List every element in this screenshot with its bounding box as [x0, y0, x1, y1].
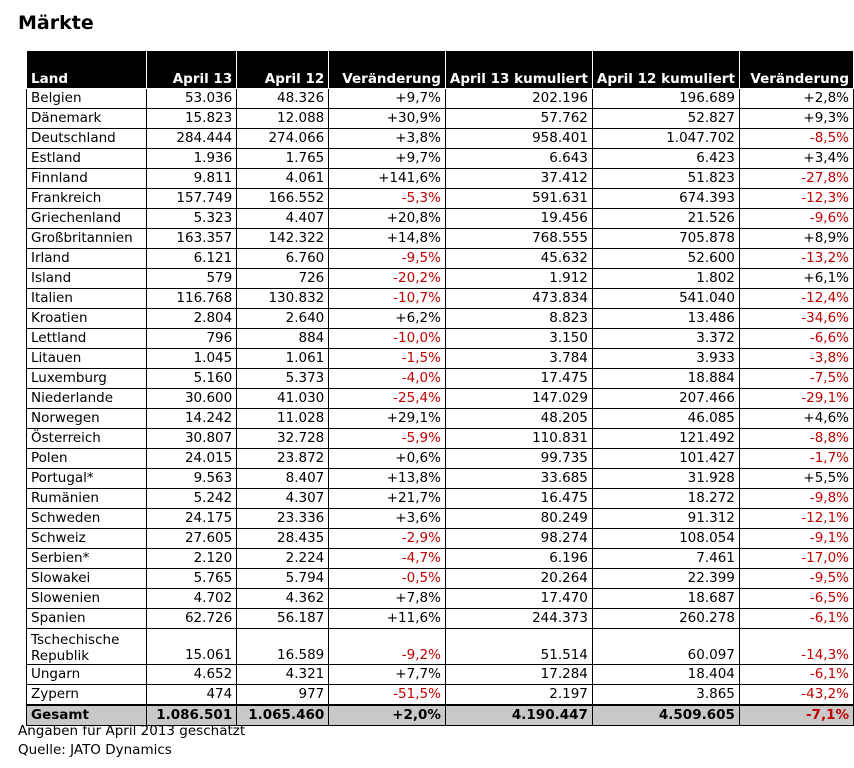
- cell-country: Slowenien: [27, 589, 147, 609]
- cell-april13-cumulative: 17.470: [445, 589, 592, 609]
- cell-april12-cumulative: 52.827: [592, 109, 739, 129]
- cell-country: Portugal*: [27, 469, 147, 489]
- cell-april12-cumulative: 108.054: [592, 529, 739, 549]
- table-row: [27, 89, 854, 109]
- cell-april12: 1.061: [237, 349, 329, 369]
- cell-april13-cumulative: 3.150: [445, 329, 592, 349]
- cell-change-cumulative: -12,3%: [739, 189, 853, 209]
- cell-april13: 24.175: [146, 509, 237, 529]
- cell-country: Rumänien: [27, 489, 147, 509]
- cell-country: Norwegen: [27, 409, 147, 429]
- cell-change-cumulative: -6,1%: [739, 609, 853, 629]
- cell-april13: 2.804: [146, 309, 237, 329]
- cell-april13: 2.120: [146, 549, 237, 569]
- cell-april13-cumulative: 80.249: [445, 509, 592, 529]
- cell-april13-cumulative: 244.373: [445, 609, 592, 629]
- cell-change: +9,7%: [329, 149, 446, 169]
- cell-april12: 1.065.460: [237, 705, 329, 726]
- table-row: [27, 589, 854, 609]
- cell-april13: 14.242: [146, 409, 237, 429]
- cell-change-cumulative: -6,1%: [739, 665, 853, 685]
- table-row: [27, 329, 854, 349]
- cell-april12-cumulative: 60.097: [592, 629, 739, 665]
- cell-april12: 11.028: [237, 409, 329, 429]
- cell-april12-cumulative: 22.399: [592, 569, 739, 589]
- cell-change-cumulative: -12,4%: [739, 289, 853, 309]
- cell-april13: 5.323: [146, 209, 237, 229]
- cell-country: Kroatien: [27, 309, 147, 329]
- cell-april13-cumulative: 98.274: [445, 529, 592, 549]
- cell-change: +20,8%: [329, 209, 446, 229]
- cell-april12: 16.589: [237, 629, 329, 665]
- cell-april12-cumulative: 18.272: [592, 489, 739, 509]
- cell-country: Slowakei: [27, 569, 147, 589]
- cell-april13-cumulative: 6.643: [445, 149, 592, 169]
- cell-country: Litauen: [27, 349, 147, 369]
- cell-april12: 41.030: [237, 389, 329, 409]
- cell-april12: 32.728: [237, 429, 329, 449]
- cell-april13-cumulative: 20.264: [445, 569, 592, 589]
- cell-change: +7,8%: [329, 589, 446, 609]
- cell-april12-cumulative: 4.509.605: [592, 705, 739, 726]
- cell-country: Irland: [27, 249, 147, 269]
- cell-country: Serbien*: [27, 549, 147, 569]
- cell-april12: 2.640: [237, 309, 329, 329]
- cell-country: Schweden: [27, 509, 147, 529]
- cell-april13: 15.061: [146, 629, 237, 665]
- cell-change: -2,9%: [329, 529, 446, 549]
- table-row: [27, 369, 854, 389]
- cell-country: Lettland: [27, 329, 147, 349]
- cell-april13-cumulative: 99.735: [445, 449, 592, 469]
- cell-april13-cumulative: 19.456: [445, 209, 592, 229]
- cell-april12-cumulative: 705.878: [592, 229, 739, 249]
- cell-april13-cumulative: 110.831: [445, 429, 592, 449]
- cell-april13: 284.444: [146, 129, 237, 149]
- cell-april12-cumulative: 13.486: [592, 309, 739, 329]
- cell-country: Niederlande: [27, 389, 147, 409]
- cell-country: Belgien: [27, 89, 147, 109]
- cell-april12-cumulative: 121.492: [592, 429, 739, 449]
- cell-april12: 48.326: [237, 89, 329, 109]
- cell-change: +2,0%: [329, 705, 446, 726]
- cell-april12: 12.088: [237, 109, 329, 129]
- cell-april12-cumulative: 18.687: [592, 589, 739, 609]
- cell-april13-cumulative: 3.784: [445, 349, 592, 369]
- cell-change-cumulative: +8,9%: [739, 229, 853, 249]
- cell-change-cumulative: -7,1%: [739, 705, 853, 726]
- cell-change: -1,5%: [329, 349, 446, 369]
- cell-change-cumulative: -17,0%: [739, 549, 853, 569]
- cell-april12-cumulative: 46.085: [592, 409, 739, 429]
- cell-change: -51,5%: [329, 685, 446, 706]
- cell-april13: 5.765: [146, 569, 237, 589]
- cell-april13: 579: [146, 269, 237, 289]
- cell-change-cumulative: +3,4%: [739, 149, 853, 169]
- cell-change: +13,8%: [329, 469, 446, 489]
- cell-country: Polen: [27, 449, 147, 469]
- cell-change-cumulative: -6,5%: [739, 589, 853, 609]
- cell-april12-cumulative: 1.047.702: [592, 129, 739, 149]
- cell-april12: 5.794: [237, 569, 329, 589]
- cell-april12: 5.373: [237, 369, 329, 389]
- footnote-estimate: Angaben für April 2013 geschätzt: [18, 723, 246, 739]
- cell-country: Deutschland: [27, 129, 147, 149]
- cell-change-cumulative: +4,6%: [739, 409, 853, 429]
- cell-april12: 4.307: [237, 489, 329, 509]
- page-title: Märkte: [18, 12, 94, 34]
- cell-change: -4,0%: [329, 369, 446, 389]
- cell-change-cumulative: -6,6%: [739, 329, 853, 349]
- cell-april13-cumulative: 2.197: [445, 685, 592, 706]
- cell-change-cumulative: -7,5%: [739, 369, 853, 389]
- cell-april12: 166.552: [237, 189, 329, 209]
- cell-change-cumulative: -8,8%: [739, 429, 853, 449]
- cell-april12: 28.435: [237, 529, 329, 549]
- cell-april13: 27.605: [146, 529, 237, 549]
- cell-april12: 977: [237, 685, 329, 706]
- cell-april12-cumulative: 196.689: [592, 89, 739, 109]
- cell-change-cumulative: -34,6%: [739, 309, 853, 329]
- header-april13-cumulative: April 13 kumuliert: [445, 51, 592, 89]
- cell-country: Zypern: [27, 685, 147, 706]
- cell-change: -20,2%: [329, 269, 446, 289]
- cell-april12-cumulative: 18.404: [592, 665, 739, 685]
- cell-country: Ungarn: [27, 665, 147, 685]
- footnotes: [18, 722, 245, 760]
- cell-april12: 8.407: [237, 469, 329, 489]
- cell-change-cumulative: -9,1%: [739, 529, 853, 549]
- cell-april13-cumulative: 768.555: [445, 229, 592, 249]
- cell-april13: 24.015: [146, 449, 237, 469]
- cell-april13: 9.811: [146, 169, 237, 189]
- table-row: [27, 309, 854, 329]
- cell-change: -9,5%: [329, 249, 446, 269]
- cell-april13: 796: [146, 329, 237, 349]
- cell-change: -5,9%: [329, 429, 446, 449]
- cell-april13-cumulative: 16.475: [445, 489, 592, 509]
- cell-april12-cumulative: 6.423: [592, 149, 739, 169]
- cell-april12: 6.760: [237, 249, 329, 269]
- cell-change-cumulative: -9,8%: [739, 489, 853, 509]
- cell-country: Griechenland: [27, 209, 147, 229]
- cell-change: -5,3%: [329, 189, 446, 209]
- cell-april13-cumulative: 591.631: [445, 189, 592, 209]
- cell-april13-cumulative: 6.196: [445, 549, 592, 569]
- table-row: [27, 665, 854, 685]
- cell-change: +9,7%: [329, 89, 446, 109]
- cell-april12: 1.765: [237, 149, 329, 169]
- cell-change: +21,7%: [329, 489, 446, 509]
- cell-change-cumulative: -3,8%: [739, 349, 853, 369]
- cell-april13: 9.563: [146, 469, 237, 489]
- cell-change-cumulative: -43,2%: [739, 685, 853, 706]
- table-row: [27, 129, 854, 149]
- cell-april13-cumulative: 147.029: [445, 389, 592, 409]
- cell-april12-cumulative: 1.802: [592, 269, 739, 289]
- header-change: Veränderung: [329, 51, 446, 89]
- table-row: [27, 149, 854, 169]
- table-row: [27, 189, 854, 209]
- cell-change: +7,7%: [329, 665, 446, 685]
- cell-april13-cumulative: 48.205: [445, 409, 592, 429]
- cell-april12: 23.336: [237, 509, 329, 529]
- cell-change-cumulative: -29,1%: [739, 389, 853, 409]
- cell-april13: 15.823: [146, 109, 237, 129]
- cell-april12: 130.832: [237, 289, 329, 309]
- cell-april12: 4.407: [237, 209, 329, 229]
- cell-country: Island: [27, 269, 147, 289]
- table-row: [27, 469, 854, 489]
- table-body: [27, 89, 854, 726]
- cell-change: -9,2%: [329, 629, 446, 665]
- footnote-source: Quelle: JATO Dynamics: [18, 742, 172, 758]
- cell-april12-cumulative: 3.372: [592, 329, 739, 349]
- cell-april13: 116.768: [146, 289, 237, 309]
- cell-change: -10,7%: [329, 289, 446, 309]
- cell-change-cumulative: -27,8%: [739, 169, 853, 189]
- table-row: [27, 209, 854, 229]
- cell-april12-cumulative: 3.933: [592, 349, 739, 369]
- table-row: [27, 269, 854, 289]
- cell-change-cumulative: +9,3%: [739, 109, 853, 129]
- table-row: [27, 549, 854, 569]
- table-row: [27, 449, 854, 469]
- cell-april13-cumulative: 1.912: [445, 269, 592, 289]
- cell-april13: 5.160: [146, 369, 237, 389]
- cell-april13: 163.357: [146, 229, 237, 249]
- cell-april12-cumulative: 51.823: [592, 169, 739, 189]
- cell-april13: 6.121: [146, 249, 237, 269]
- table-row: [27, 569, 854, 589]
- table-row: [27, 409, 854, 429]
- cell-change: +141,6%: [329, 169, 446, 189]
- cell-change-cumulative: +2,8%: [739, 89, 853, 109]
- cell-change-cumulative: -14,3%: [739, 629, 853, 665]
- cell-april12-cumulative: 260.278: [592, 609, 739, 629]
- cell-change: +6,2%: [329, 309, 446, 329]
- cell-april12-cumulative: 21.526: [592, 209, 739, 229]
- cell-april12: 274.066: [237, 129, 329, 149]
- cell-april13-cumulative: 8.823: [445, 309, 592, 329]
- cell-april13-cumulative: 51.514: [445, 629, 592, 665]
- table-row: [27, 509, 854, 529]
- cell-country: Gesamt: [27, 705, 147, 726]
- cell-change: -4,7%: [329, 549, 446, 569]
- cell-april13-cumulative: 17.475: [445, 369, 592, 389]
- cell-change: +3,6%: [329, 509, 446, 529]
- cell-april13: 1.936: [146, 149, 237, 169]
- table-header: [27, 51, 854, 89]
- cell-april13: 1.045: [146, 349, 237, 369]
- cell-country: Großbritannien: [27, 229, 147, 249]
- cell-april12: 4.362: [237, 589, 329, 609]
- cell-country: Tschechische Republik: [27, 629, 147, 665]
- table-row: [27, 529, 854, 549]
- cell-change: -0,5%: [329, 569, 446, 589]
- table-row: [27, 289, 854, 309]
- table-row: [27, 249, 854, 269]
- table-row: [27, 629, 854, 665]
- cell-country: Dänemark: [27, 109, 147, 129]
- cell-change-cumulative: +6,1%: [739, 269, 853, 289]
- cell-change: +3,8%: [329, 129, 446, 149]
- cell-april12: 4.061: [237, 169, 329, 189]
- cell-april13-cumulative: 202.196: [445, 89, 592, 109]
- cell-change-cumulative: -9,5%: [739, 569, 853, 589]
- cell-country: Österreich: [27, 429, 147, 449]
- table-row: [27, 609, 854, 629]
- cell-april12-cumulative: 52.600: [592, 249, 739, 269]
- cell-country: Spanien: [27, 609, 147, 629]
- cell-country: Finnland: [27, 169, 147, 189]
- header-april12-cumulative: April 12 kumuliert: [592, 51, 739, 89]
- cell-april13-cumulative: 17.284: [445, 665, 592, 685]
- cell-country: Schweiz: [27, 529, 147, 549]
- cell-april13: 4.702: [146, 589, 237, 609]
- cell-april13: 5.242: [146, 489, 237, 509]
- cell-change-cumulative: -9,6%: [739, 209, 853, 229]
- header-april13: April 13: [146, 51, 237, 89]
- cell-country: Estland: [27, 149, 147, 169]
- cell-april12-cumulative: 101.427: [592, 449, 739, 469]
- cell-april13: 62.726: [146, 609, 237, 629]
- table-row: [27, 109, 854, 129]
- cell-change-cumulative: -12,1%: [739, 509, 853, 529]
- cell-april13: 30.807: [146, 429, 237, 449]
- cell-april12-cumulative: 18.884: [592, 369, 739, 389]
- cell-april13: 157.749: [146, 189, 237, 209]
- cell-change-cumulative: -1,7%: [739, 449, 853, 469]
- cell-april13-cumulative: 33.685: [445, 469, 592, 489]
- table-row: [27, 389, 854, 409]
- cell-april12-cumulative: 207.466: [592, 389, 739, 409]
- cell-april13: 1.086.501: [146, 705, 237, 726]
- cell-change: +14,8%: [329, 229, 446, 249]
- cell-april12: 884: [237, 329, 329, 349]
- cell-april12: 56.187: [237, 609, 329, 629]
- cell-april13-cumulative: 57.762: [445, 109, 592, 129]
- header-change-cumulative: Veränderung: [739, 51, 853, 89]
- table-row: [27, 489, 854, 509]
- cell-april12-cumulative: 7.461: [592, 549, 739, 569]
- table-row: [27, 429, 854, 449]
- cell-april13-cumulative: 45.632: [445, 249, 592, 269]
- cell-country: Luxemburg: [27, 369, 147, 389]
- cell-april12: 142.322: [237, 229, 329, 249]
- cell-april13: 474: [146, 685, 237, 706]
- table-row: [27, 229, 854, 249]
- cell-change: +0,6%: [329, 449, 446, 469]
- cell-country: Italien: [27, 289, 147, 309]
- cell-april13: 53.036: [146, 89, 237, 109]
- cell-change: +29,1%: [329, 409, 446, 429]
- cell-april13: 4.652: [146, 665, 237, 685]
- cell-april12-cumulative: 91.312: [592, 509, 739, 529]
- cell-april13-cumulative: 958.401: [445, 129, 592, 149]
- cell-change-cumulative: -13,2%: [739, 249, 853, 269]
- markets-table: [26, 50, 854, 726]
- cell-change: -25,4%: [329, 389, 446, 409]
- cell-change-cumulative: +5,5%: [739, 469, 853, 489]
- cell-change: -10,0%: [329, 329, 446, 349]
- cell-april13-cumulative: 473.834: [445, 289, 592, 309]
- cell-change: +30,9%: [329, 109, 446, 129]
- table-row: [27, 169, 854, 189]
- header-row: [27, 51, 854, 89]
- cell-april12: 4.321: [237, 665, 329, 685]
- cell-april13-cumulative: 37.412: [445, 169, 592, 189]
- header-april12: April 12: [237, 51, 329, 89]
- cell-april12: 726: [237, 269, 329, 289]
- table-row: [27, 685, 854, 706]
- cell-april12-cumulative: 3.865: [592, 685, 739, 706]
- cell-april12: 23.872: [237, 449, 329, 469]
- cell-april12-cumulative: 541.040: [592, 289, 739, 309]
- cell-april12: 2.224: [237, 549, 329, 569]
- cell-change-cumulative: -8,5%: [739, 129, 853, 149]
- cell-april13-cumulative: 4.190.447: [445, 705, 592, 726]
- header-land: Land: [27, 51, 147, 89]
- cell-april12-cumulative: 31.928: [592, 469, 739, 489]
- cell-country: Frankreich: [27, 189, 147, 209]
- cell-april12-cumulative: 674.393: [592, 189, 739, 209]
- cell-april13: 30.600: [146, 389, 237, 409]
- table-row: [27, 349, 854, 369]
- cell-change: +11,6%: [329, 609, 446, 629]
